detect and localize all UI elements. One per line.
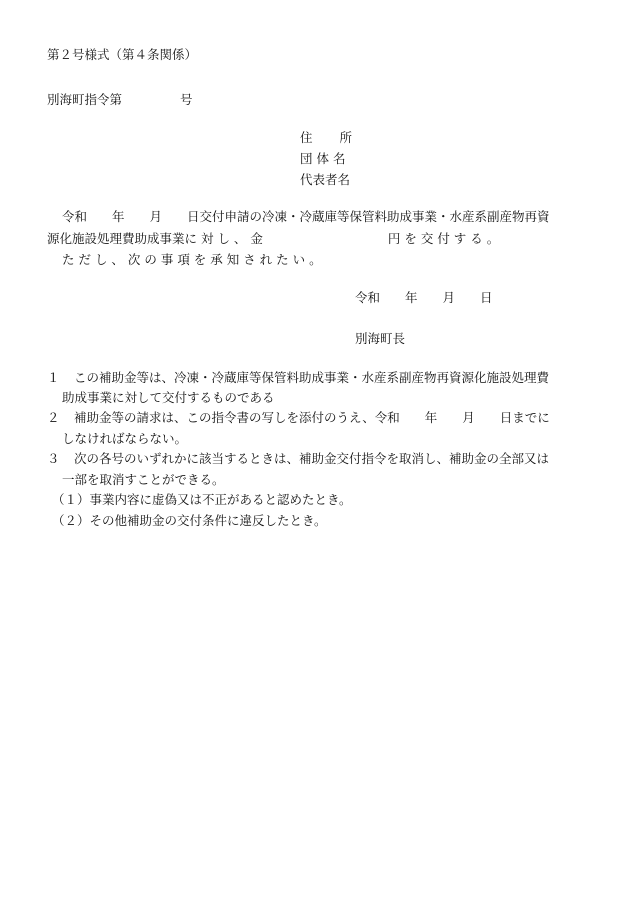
condition-3-item-1: （１）事業内容に虚偽又は不正があると認めたとき。	[52, 492, 352, 507]
condition-1-number: １	[47, 370, 60, 385]
form-label: 第２号様式（第４条関係）	[47, 47, 198, 62]
issue-date: 令和 年 月 日	[355, 290, 493, 305]
issuer-name: 別海町長	[355, 331, 406, 346]
order-number	[47, 92, 193, 108]
condition-3	[47, 451, 549, 467]
body-line-1: 令和 年 月 日交付申請の冷凍・冷蔵庫等保管料助成事業・水産系副産物再資	[62, 209, 550, 224]
body-line-3: た だ し 、 次 の 事 項 を 承 知 さ れ た い 。	[62, 252, 322, 267]
condition-3-number: ３	[47, 451, 60, 466]
address-char-1: 住	[300, 130, 313, 145]
condition-2-text: 補助金等の請求は、この指令書の写しを添付のうえ、令和 年 月 日までに	[74, 410, 550, 425]
body-line-2: 源化施設処理費助成事業に 対 し 、 金 円 を 交 付 す る 。	[47, 231, 500, 246]
order-suffix: 号	[180, 92, 193, 107]
condition-1	[47, 370, 549, 386]
recipient-org-label: 団 体 名	[300, 151, 346, 166]
condition-3-text: 次の各号のいずれかに該当するときは、補助金交付指令を取消し、補助金の全部又は	[74, 451, 550, 466]
recipient-representative-label: 代表者名	[300, 172, 351, 187]
condition-2-continued: しなければならない。	[62, 431, 188, 446]
condition-2	[47, 410, 550, 426]
condition-1-text: この補助金等は、冷凍・冷蔵庫等保管料助成事業・水産系副産物再資源化施設処理費	[74, 370, 550, 385]
condition-3-item-2: （２）その他補助金の交付条件に違反したとき。	[52, 513, 327, 528]
condition-2-number: ２	[47, 410, 60, 425]
order-prefix: 別海町指令第	[47, 92, 123, 107]
condition-3-continued: 一部を取消すことができる。	[62, 472, 225, 487]
address-char-2: 所	[339, 130, 353, 145]
recipient-address-label	[300, 130, 352, 146]
condition-1-continued: 助成事業に対して交付するものである	[62, 390, 275, 405]
